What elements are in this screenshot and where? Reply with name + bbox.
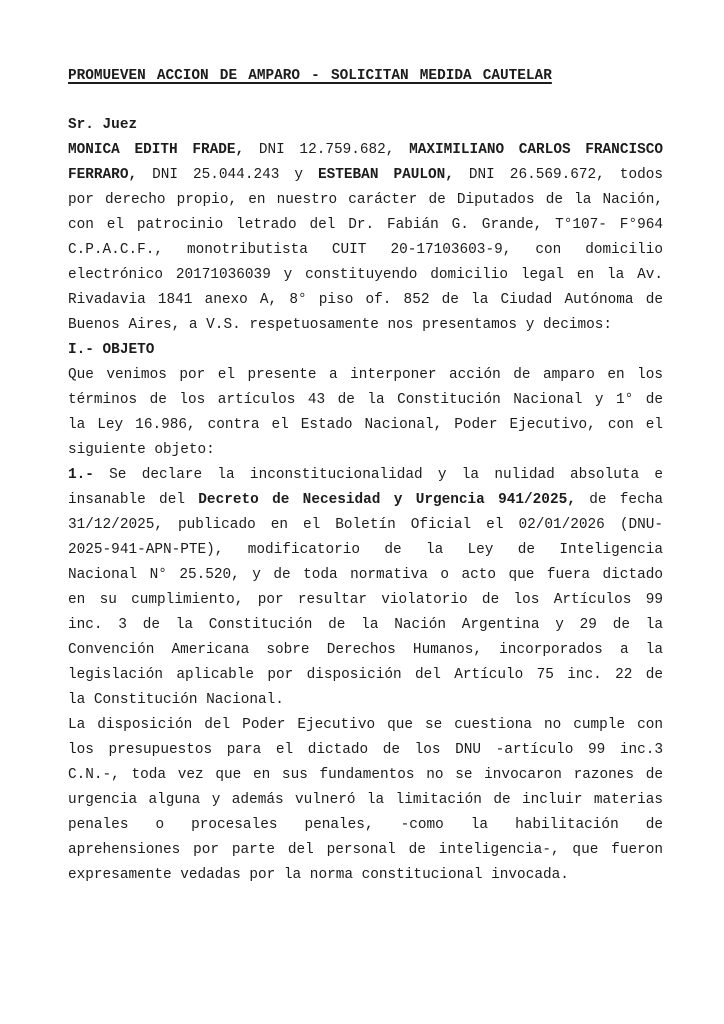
document-line — [68, 388, 663, 413]
text-segment: expresamente vedadas por la norma constitucional invocada. — [68, 867, 569, 883]
bold-text-segment: I.- OBJETO — [68, 342, 155, 358]
text-segment: electrónico 20171036039 y constituyendo domicilio legal en la Av. — [68, 267, 663, 283]
document-line — [68, 588, 663, 613]
document-title: PROMUEVEN ACCION DE AMPARO - SOLICITAN MEDIDA CAUTELAR — [68, 68, 552, 84]
text-segment: DNI 25.044.243 y — [137, 167, 318, 183]
text-segment: insanable del — [68, 492, 199, 508]
text-segment: aprehensiones por parte del personal de inteligencia-, que fueron — [68, 842, 663, 858]
text-segment: La disposición del Poder Ejecutivo que se cuestiona no cumple con — [68, 717, 663, 733]
text-segment: en su cumplimiento, por resultar violatorio de los Artículos 99 — [68, 592, 663, 608]
document-line — [68, 463, 663, 488]
text-segment: legislación aplicable por disposición del Artículo 75 inc. 22 de — [68, 667, 663, 683]
document-line — [68, 188, 663, 213]
text-segment: penales o procesales penales, -como la habilitación de — [68, 817, 663, 833]
document-line — [68, 313, 663, 338]
document-line — [68, 438, 663, 463]
bold-text-segment: MAXIMILIANO CARLOS FRANCISCO — [409, 142, 663, 158]
document-line — [68, 813, 663, 838]
document-line — [68, 863, 663, 888]
text-segment: C.P.A.C.F., monotributista CUIT 20-17103603-9, con domicilio — [68, 242, 663, 258]
text-segment: urgencia alguna y además vulneró la limitación de incluir materias — [68, 792, 663, 808]
text-segment: Que venimos por el presente a interponer acción de amparo en los — [68, 367, 663, 383]
bold-text-segment: Decreto de Necesidad y Urgencia 941/2025, — [198, 492, 576, 508]
document-line — [68, 238, 663, 263]
text-segment: de fecha — [575, 492, 663, 508]
document-line — [68, 738, 663, 763]
document-line — [68, 663, 663, 688]
document-line — [68, 113, 663, 138]
document-line — [68, 363, 663, 388]
document-line — [68, 763, 663, 788]
text-segment: 31/12/2025, publicado en el Boletín Oficial el 02/01/2026 (DNU- — [68, 517, 663, 533]
bold-text-segment: MONICA EDITH FRADE, — [68, 142, 245, 158]
text-segment: Convención Americana sobre Derechos Humanos, incorporados a la — [68, 642, 663, 658]
document-line — [68, 488, 663, 513]
document-line — [68, 288, 663, 313]
document-line — [68, 413, 663, 438]
text-segment: la Constitución Nacional. — [68, 692, 284, 708]
document-line — [68, 688, 663, 713]
bold-text-segment: Sr. Juez — [68, 117, 138, 133]
text-segment: DNI 26.569.672, todos — [453, 167, 663, 183]
document-line — [68, 513, 663, 538]
text-segment: Nacional N° 25.520, y de toda normativa o acto que fuera dictado — [68, 567, 663, 583]
text-segment: siguiente objeto: — [68, 442, 215, 458]
document-line — [68, 338, 663, 363]
text-segment: la Ley 16.986, contra el Estado Nacional, Poder Ejecutivo, con el — [68, 417, 663, 433]
document-body — [68, 113, 663, 888]
bold-text-segment: 1.- — [68, 467, 94, 483]
document-line — [68, 263, 663, 288]
text-segment: por derecho propio, en nuestro carácter de Diputados de la Nación, — [68, 192, 663, 208]
text-segment: Se declare la inconstitucionalidad y la nulidad absoluta e — [93, 467, 663, 483]
document-line — [68, 788, 663, 813]
text-segment: los presupuestos para el dictado de los DNU -artículo 99 inc.3 — [68, 742, 663, 758]
document-line — [68, 213, 663, 238]
document-line — [68, 138, 663, 163]
bold-text-segment: FERRARO, — [68, 167, 138, 183]
text-segment: con el patrocinio letrado del Dr. Fabián G. Grande, T°107- F°964 — [68, 217, 663, 233]
document-line — [68, 713, 663, 738]
text-segment: 2025-941-APN-PTE), modificatorio de la Ley de Inteligencia — [68, 542, 663, 558]
text-segment: inc. 3 de la Constitución de la Nación Argentina y 29 de la — [68, 617, 663, 633]
text-segment: C.N.-, toda vez que en sus fundamentos no se invocaron razones de — [68, 767, 663, 783]
text-segment: Buenos Aires, a V.S. respetuosamente nos presentamos y decimos: — [68, 317, 613, 333]
document-line — [68, 838, 663, 863]
document-line — [68, 613, 663, 638]
text-segment: Rivadavia 1841 anexo A, 8° piso of. 852 de la Ciudad Autónoma de — [68, 292, 663, 308]
document-line — [68, 538, 663, 563]
document-line — [68, 563, 663, 588]
bold-text-segment: ESTEBAN PAULON, — [318, 167, 454, 183]
document-line — [68, 163, 663, 188]
document-line — [68, 638, 663, 663]
text-segment: términos de los artículos 43 de la Constitución Nacional y 1° de — [68, 392, 663, 408]
text-segment: DNI 12.759.682, — [244, 142, 410, 158]
